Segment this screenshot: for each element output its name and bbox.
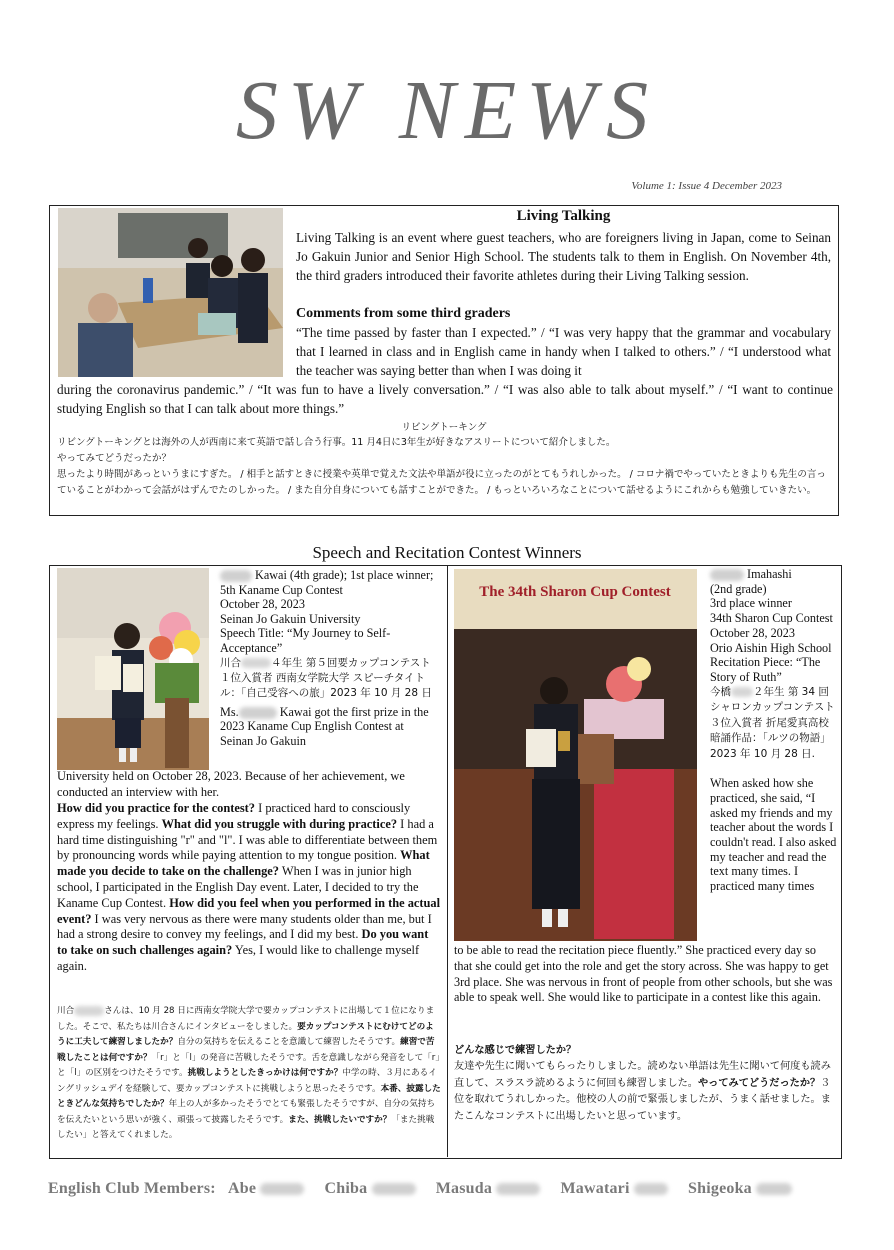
kawai-jp-a4: 年上の人が多かったそうでとても緊張したそうですが、自分の気持ちを伝えたいという思いが強く、頑張って披露したそうです。: [57, 1099, 436, 1125]
imahashi-story-b: to be able to read the recitation piece fluently.” She practiced every day so that she could get into the role and get the story across. She was happy to get 3rd place. She was nervous in front of people from other schools, but she was able to speak well. She would like to participate in a contest like this again.: [454, 943, 833, 1005]
kawai-jp-q5: また、挑戦したいですか？: [288, 1114, 392, 1125]
kawai-q3: What made you decide to take on the challenge?: [57, 848, 430, 879]
kawai-a5: Yes, I would like to challenge myself again.: [57, 943, 420, 973]
kawai-a4: I was very nervous as there were many students older than me, but I had a strong desire to convey my feelings, and I did my best.: [57, 911, 432, 942]
imahashi-piece: Recitation Piece: “The Story of Ruth”: [710, 655, 821, 684]
imahashi-name-text: Imahashi: [744, 567, 792, 581]
kawai-jp-story: さんは、10 月 28 日に西南女学院大学で要カップコンテストに出場して１位になりました。そこで、私たちは川合さんにインタビューをしました。: [57, 1006, 435, 1032]
living-talking-jp-title: リビングトーキング: [401, 422, 487, 433]
kawai-interview: [57, 801, 441, 975]
kawai-name: [220, 568, 438, 597]
kawai-q2: What did you struggle with during practice?: [161, 816, 398, 831]
living-talking-comments-a: “The time passed by faster than I expected.” / “I was very happy that the grammar and vocabulary that I learned in class and in English came in handy when I talked to others.” / “I understood what the teacher was saying better than when I was doing it: [296, 325, 831, 378]
kawai-a1: I practiced hard to consciously express my feelings.: [57, 801, 411, 831]
redacted-name: [496, 1183, 540, 1195]
redacted-name: [634, 1183, 668, 1195]
imahashi-jp-a2: ３位を取れてうれしかった。他校の人の前で緊張しましたが、うまく話せました。またこんなコンテストに出場したいと思っています。: [454, 1077, 831, 1122]
living-talking-comments-b: during the coronavirus pandemic.” / “It was fun to have a lively conversation.” / “I was also able to talk about myself.” / “I want to continue studying English so that I can talk about more things.”: [57, 382, 833, 416]
living-talking-subtitle: Comments from some third graders: [296, 306, 511, 321]
kawai-jp-a3: 中学の時、３月にあるイングリッシュデイを経験して、要カップコンテストに挑戦しようと思ったそうです。: [57, 1068, 437, 1094]
kawai-q5: Do you want to take on such challenges again?: [57, 927, 429, 958]
living-talking-jp-intro: リビングトーキングとは海外の人が西南に来て英語で話し合う行事。11 月4日に3年生が好きなアスリートについて紹介しました。: [57, 437, 616, 448]
living-talking-box: [49, 205, 839, 516]
member-surname: Shigeoka: [688, 1180, 752, 1197]
member-surname: Mawatari: [560, 1180, 630, 1197]
kawai-q4: How did you feel when you performed in the actual event?: [57, 895, 441, 926]
imahashi-jp-interview: [454, 1043, 836, 1125]
masthead-title: SW NEWS: [235, 64, 659, 157]
living-talking-intro: Living Talking is an event where guest teachers, who are foreigners living in Japan, come to Seinan Jo Gakuin Junior and Senior High School. The students talk to them in English. On November 4th, the third graders introduced their favorite athletes during their Living Talking session.: [296, 230, 831, 283]
member-surname: Chiba: [324, 1180, 368, 1197]
kawai-jp-surname: 川合: [220, 656, 241, 669]
column-divider: [447, 566, 448, 1157]
member-4: [560, 1180, 667, 1197]
kawai-jp-award: [220, 656, 438, 701]
kawai-photo: [57, 568, 209, 770]
imahashi-jp-award: [710, 685, 838, 763]
imahashi-jp-q2: やってみてどうだったか？: [698, 1077, 821, 1089]
kawai-jp-award-text: ４年生 第５回要カップコンテスト１位入賞者 西南女学院大学 スピーチタイトル：「自己受容への旅」2023 年 10 月 28 日: [220, 656, 432, 699]
imahashi-jp-a1: 友達や先生に聞いてもらったりしました。読めない単語は先生に聞いて何度も読み直して、スラスラ読めるように何回も練習しました。: [454, 1061, 831, 1089]
photo-banner-text: The 34th Sharon Cup Contest: [479, 584, 671, 600]
kawai-q1: How did you practice for the contest?: [57, 801, 255, 815]
redacted-name: [756, 1183, 792, 1195]
kawai-jp-a2: 「r」と「l」の発音に苦戦したそうです。舌を意識しながら発音をして「r」と「l」の区別をつけたそうです。: [57, 1052, 440, 1078]
member-3: [436, 1180, 541, 1197]
redacted-name: [239, 707, 277, 719]
redacted-name: [241, 658, 271, 668]
kawai-speech: Speech Title: “My Journey to Self-Acceptance”: [220, 626, 391, 655]
imahashi-jp-block: [454, 1059, 836, 1125]
kawai-info: [220, 568, 438, 748]
kawai-story-text: Kawai got the first prize in the 2023 Kaname Cup English Contest at Seinan Jo Gakuin: [220, 704, 429, 748]
redacted-name: [74, 1006, 104, 1016]
kawai-venue: Seinan Jo Gakuin University: [220, 611, 361, 626]
members-label: English Club Members:: [48, 1180, 216, 1197]
kawai-story-b: University held on October 28, 2023. Because of her achievement, we conducted an interview with her.: [57, 769, 405, 799]
kawai-date: October 28, 2023: [220, 597, 305, 612]
member-surname: Masuda: [435, 1180, 493, 1197]
redacted-name: [220, 570, 252, 582]
imahashi-grade: (2nd grade): [710, 581, 767, 596]
imahashi-info: [710, 567, 838, 894]
kawai-a3: When I was in junior high school, I participated in the English Day event. Later, I decided to try the Kaname Cup Contest.: [57, 864, 419, 910]
imahashi-venue: Orio Aishin High School: [710, 640, 832, 655]
kawai-jp-interview: [57, 1004, 441, 1144]
kawai-a2: I had a hard time distinguishing "r" and "l". I was able to differentiate between them by pronouncing words while paying attention to my tongue position.: [57, 816, 438, 863]
imahashi-story-a: When asked how she practiced, she said, “I asked my friends and my teacher about the words I couldn't read. I also asked my teacher and read the text many times. I practiced many times: [710, 776, 837, 894]
issue-info: Volume 1: Issue 4 December 2023: [631, 180, 782, 192]
imahashi-date: October 28, 2023: [710, 625, 795, 640]
imahashi-jp-surname: 今橋: [710, 685, 731, 698]
living-talking-photo: [58, 208, 283, 377]
imahashi-jp-award-text: ２年生 第 34 回シャロンカップコンテスト３位入賞者 折尾愛真高校 暗誦作品：「ルツの物語」2023 年 10 月 28 日.: [710, 685, 835, 760]
imahashi-name: [710, 567, 838, 582]
redacted-name: [710, 569, 744, 581]
living-talking-jp-comments: 思ったより時間があっというまにすぎた。 / 相手と話すときに授業や英単で覚えた文法や単語が役に立ったのがとてもうれしかった。 / コロナ禍でやっていたときよりも先生の言っていることがわかって会話がはずんでたのしかった。 / また自分自身についても話すことができた。 / もっといろいろなことについて話せるようにこれからも勉強していきたい。: [57, 469, 826, 496]
imahashi-photo: [454, 569, 697, 941]
kawai-story-a: [220, 705, 438, 749]
imahashi-place: 3rd place winner: [710, 596, 792, 611]
section-title: Speech and Recitation Contest Winners: [312, 543, 582, 562]
member-1: [228, 1180, 304, 1197]
kawai-jp-story-surname: 川合: [57, 1006, 75, 1016]
redacted-name: [372, 1183, 416, 1195]
kawai-jp-q1: 要カップコンテストにむけてどのように工夫して練習しましたか？: [57, 1021, 434, 1047]
kawai-jp-q2: 練習で苦戦したことは何ですか？: [57, 1037, 435, 1063]
club-members: [48, 1180, 792, 1198]
kawai-jp-q4: 本番、披露したときどんな気持ちでしたか？: [57, 1083, 441, 1109]
kawai-story-pre: Ms.: [220, 704, 239, 719]
kawai-jp-a5: 「また挑戦したい」と答えてくれました。: [57, 1114, 435, 1140]
redacted-name: [731, 687, 753, 697]
imahashi-jp-q1: どんな感じで練習したか？: [454, 1045, 577, 1056]
redacted-name: [260, 1183, 304, 1195]
member-surname: Abe: [227, 1180, 257, 1197]
kawai-name-text: Kawai (4th grade); 1st place winner; 5th Kaname Cup Contest: [220, 568, 434, 597]
member-2: [325, 1180, 416, 1197]
kawai-jp-a1: 自分の気持ちを伝えることを意識して練習したそうです。: [177, 1037, 401, 1047]
living-talking-title: Living Talking: [516, 208, 611, 224]
imahashi-contest: 34th Sharon Cup Contest: [710, 611, 833, 626]
member-5: [688, 1180, 792, 1197]
living-talking-jp-subtitle: やってみてどうだったか？: [57, 453, 172, 464]
kawai-jp-q3: 挑戦しようとしたきっかけは何ですか？: [187, 1068, 343, 1078]
